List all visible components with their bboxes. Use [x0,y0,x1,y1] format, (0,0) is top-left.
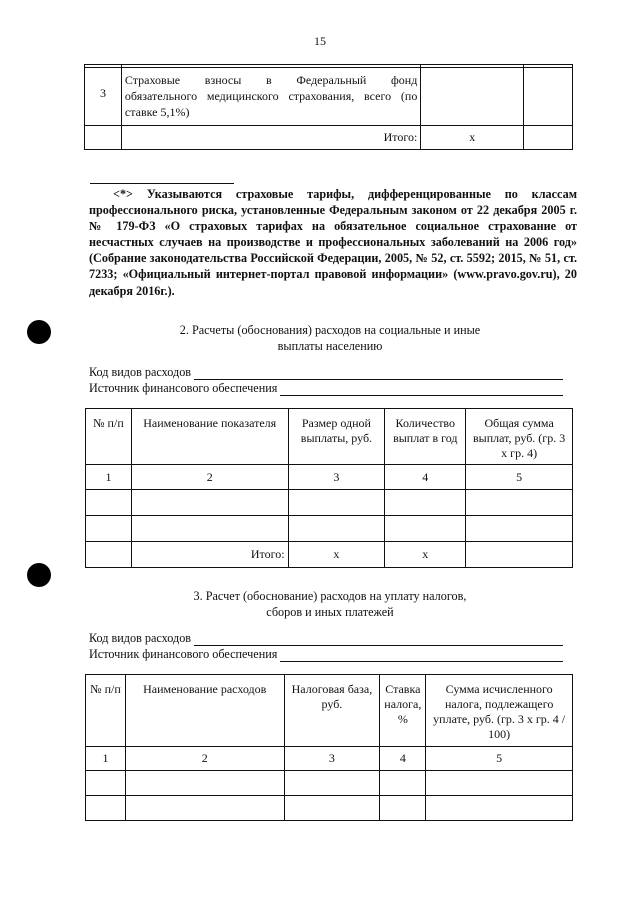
col-number: 2 [131,465,288,490]
col-number: 1 [86,747,126,771]
col-header: Размер одной выплаты, руб. [288,409,385,465]
tax-payments-table [85,674,573,821]
total-x: x [385,542,466,568]
col-header: Ставка налога, % [380,675,426,747]
section2-code-field: Код видов расходов [89,364,563,380]
col-header: Наименование показателя [131,409,288,465]
table-row [86,771,573,796]
total-label: Итого: [121,126,420,150]
col-number: 4 [380,747,426,771]
insurance-contributions-table [84,64,573,150]
footnote: <*> Указываются страховые тарифы, дифференцированные по классам профессионального риска, установленные Федеральным законом от 22 декабря 2005 г. № 179-ФЗ «О страховых тарифах на обязательное социальное страхование от несчастных случаев на производстве и профессиональных заболеваний на 2006 год» (Собрание законодательства Российской Федерации, 2005, № 52, ст. 5592; 2015, № 51, ст. 7233; «Официальный интернет-портал правовой информации» (www.pravo.gov.ru), 20 декабря 2016г.). [89,187,577,298]
table-row [86,516,573,542]
total-x: x [421,126,524,150]
col-number: 3 [288,465,385,490]
section3-title: 3. Расчет (обоснование) расходов на уплату налогов, сборов и иных платежей [193,589,467,619]
col-header: № п/п [86,675,126,747]
section3-source-field: Источник финансового обеспечения [89,646,563,662]
col-number: 1 [86,465,132,490]
social-payments-table [85,408,573,568]
table-row [86,796,573,821]
col-header: № п/п [86,409,132,465]
col-number: 4 [385,465,466,490]
col-header: Налоговая база, руб. [284,675,380,747]
section2-source-field: Источник финансового обеспечения [89,380,563,396]
col-number: 5 [466,465,573,490]
row-description: Страховые взносы в Федеральный фонд обязательного медицинского страхования, всего (по ставке 5,1%) [121,68,420,126]
col-number: 3 [284,747,380,771]
section3-code-field: Код видов расходов [89,630,563,646]
col-header: Общая сумма выплат, руб. (гр. 3 x гр. 4) [466,409,573,465]
total-label: Итого: [131,542,288,568]
col-number: 5 [426,747,573,771]
col-number: 2 [125,747,284,771]
total-x: x [288,542,385,568]
col-header: Количество выплат в год [385,409,466,465]
page-number: 15 [314,34,326,48]
section2-title: 2. Расчеты (обоснования) расходов на социальные и иные выплаты населению [179,323,481,353]
footnote-rule [90,183,234,184]
table-row [86,490,573,516]
binder-hole [27,563,51,587]
row-number: 3 [85,68,122,126]
col-header: Сумма исчисленного налога, подлежащего уплате, руб. (гр. 3 x гр. 4 / 100) [426,675,573,747]
col-header: Наименование расходов [125,675,284,747]
